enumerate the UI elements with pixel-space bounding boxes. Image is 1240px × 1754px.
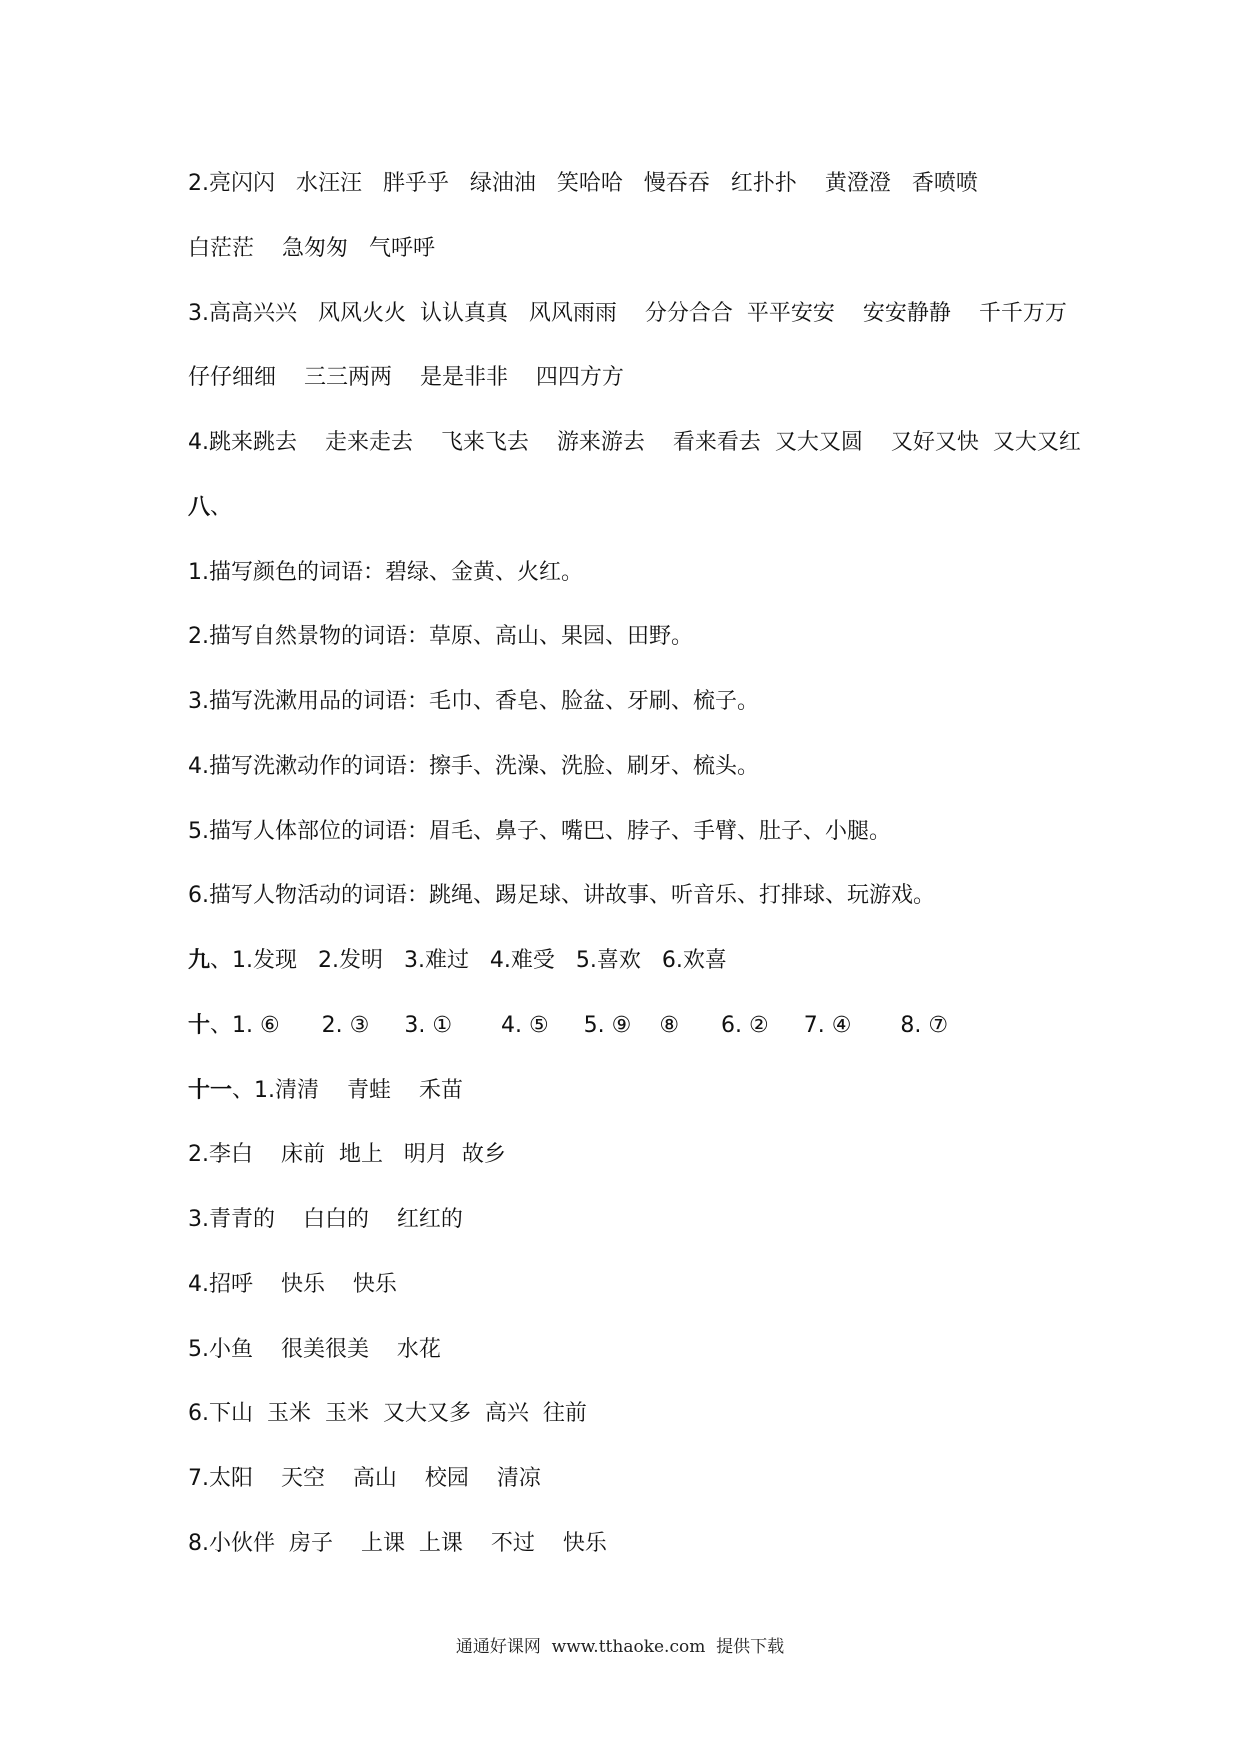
answer-line [188, 1200, 463, 1240]
line-text: 1.描写颜色的词语：碧绿、金黄、火红。 [188, 560, 583, 585]
answer-line [188, 423, 1081, 463]
line-text: 6.下山 玉米 玉米 又大又多 高兴 往前 [188, 1401, 587, 1426]
answer-line [188, 358, 624, 398]
answer-line [188, 1330, 441, 1370]
line-text: 3.高高兴兴 风风火火 认认真真 风风雨雨 分分合合 平平安安 安安静静 千千万万 [188, 301, 1067, 326]
line-text: 仔仔细细 三三两两 是是非非 四四方方 [188, 365, 624, 390]
line-text: 6.描写人物活动的词语：跳绳、踢足球、讲故事、听音乐、打排球、玩游戏。 [188, 883, 935, 908]
line-text: 5.描写人体部位的词语：眉毛、鼻子、嘴巴、脖子、手臂、肚子、小腿。 [188, 819, 891, 844]
section-number: 九 [188, 948, 211, 973]
answer-line [188, 1006, 948, 1046]
line-text: 4.跳来跳去 走来走去 飞来飞去 游来游去 看来看去 又大又圆 又好又快 又大又红 [188, 430, 1081, 455]
answer-line [188, 1071, 463, 1111]
answer-line [188, 1524, 607, 1564]
answer-line [188, 812, 891, 852]
section-number: 十 [188, 1013, 211, 1038]
answer-line [188, 553, 583, 593]
line-text: 8.小伙伴 房子 上课 上课 不过 快乐 [188, 1531, 607, 1556]
line-text: 2.亮闪闪 水汪汪 胖乎乎 绿油油 笑哈哈 慢吞吞 红扑扑 黄澄澄 香喷喷 [188, 171, 978, 196]
answer-line [188, 229, 435, 269]
section-number: 八 [188, 495, 211, 520]
answer-line [188, 294, 1067, 334]
section-number: 十一 [188, 1078, 233, 1103]
line-text: 5.小鱼 很美很美 水花 [188, 1337, 441, 1362]
answer-line [188, 682, 759, 722]
line-text: 、1.发现 2.发明 3.难过 4.难受 5.喜欢 6.欢喜 [210, 948, 727, 973]
answer-line [188, 1459, 541, 1499]
answer-line [188, 1394, 587, 1434]
answer-line [188, 941, 727, 981]
line-text: 、1.清清 青蛙 禾苗 [232, 1078, 463, 1103]
answer-line [188, 164, 978, 204]
section-heading [188, 488, 232, 528]
line-text: 4.招呼 快乐 快乐 [188, 1272, 397, 1297]
line-text: 7.太阳 天空 高山 校园 清凉 [188, 1466, 541, 1491]
line-text: 2.描写自然景物的词语：草原、高山、果园、田野。 [188, 624, 693, 649]
line-text: 白茫茫 急匆匆 气呼呼 [188, 236, 435, 261]
page-footer: 通通好课网 www.tthaoke.com 提供下载 [455, 1637, 785, 1657]
line-text: 、 [210, 495, 233, 520]
line-text: 4.描写洗漱动作的词语：擦手、洗澡、洗脸、刷牙、梳头。 [188, 754, 759, 779]
answer-line [188, 1265, 397, 1305]
line-text: 2.李白 床前 地上 明月 故乡 [188, 1142, 506, 1167]
answer-line [188, 617, 693, 657]
line-text: 3.描写洗漱用品的词语：毛巾、香皂、脸盆、牙刷、梳子。 [188, 689, 759, 714]
answer-line [188, 1135, 506, 1175]
answer-line [188, 876, 935, 916]
line-text: 、1. ⑥ 2. ③ 3. ① 4. ⑤ 5. ⑨ ⑧ 6. ② 7. ④ 8. ⑦ [210, 1013, 949, 1038]
answer-line [188, 747, 759, 787]
line-text: 3.青青的 白白的 红红的 [188, 1207, 463, 1232]
